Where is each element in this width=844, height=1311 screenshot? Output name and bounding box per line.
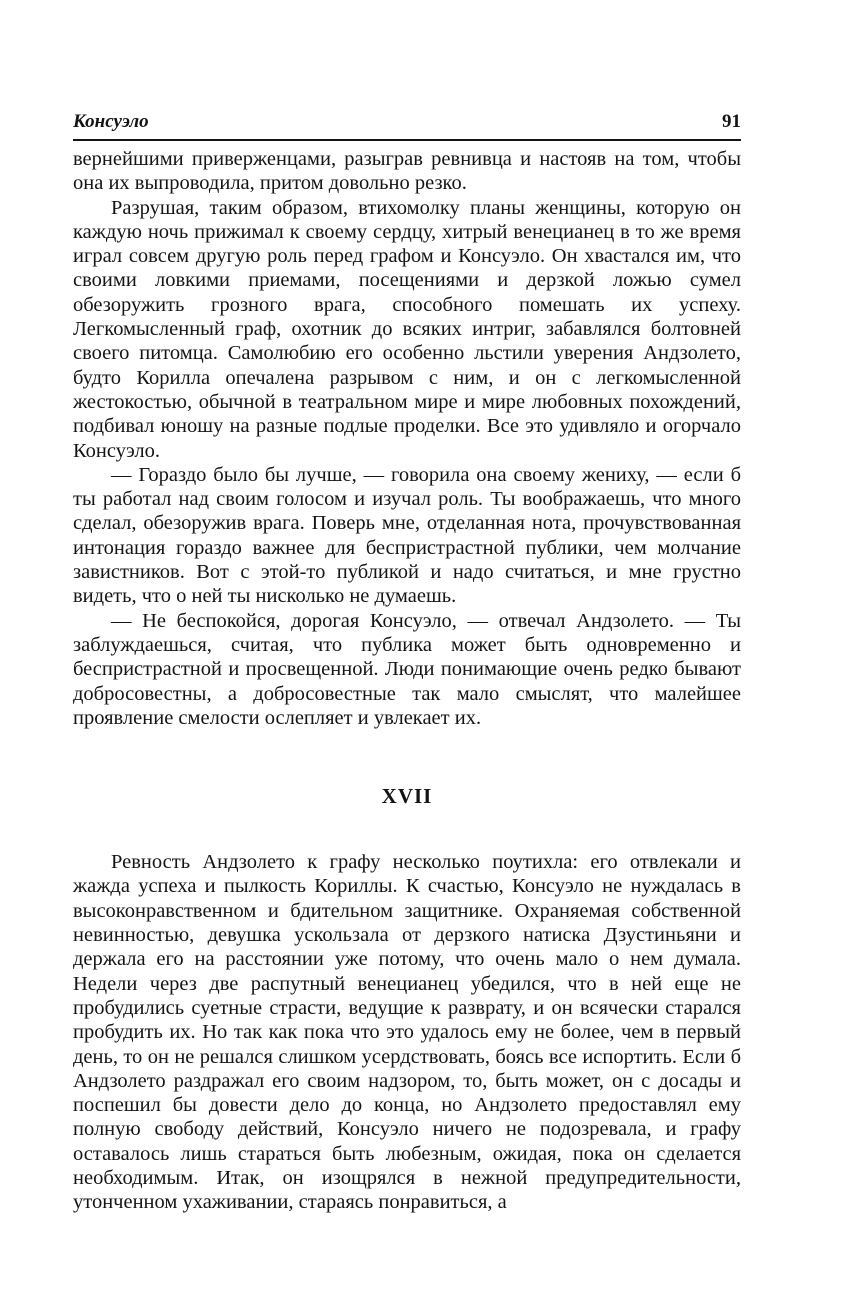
paragraph: Разрушая, таким образом, втихомолку планы женщины, которую он каждую ночь прижимал к своему сердцу, хитрый венецианец в то же время играл совсем другую роль перед графом и Консуэло. Он хвастался им, что своими ловкими приемами, посещениями и дерзкой ложью сумел обезоружить грозного врага, способного помешать их успеху. Легкомысленный граф, охотник до всяких интриг, забавлялся болтовней своего питомца. Самолюбию его особенно льстили уверения Андзолето, будто Корилла опечалена разрывом с ним, и он с легкомысленной жестокостью, обычной в театральном мире и мире любовных похождений, подбивал юношу на разные подлые проделки. Все это удивляло и огорчало Консуэло. xyxy=(73,196,741,462)
book-page xyxy=(73,108,741,1215)
paragraph: Ревность Андзолето к графу несколько поутихла: его отвлекали и жажда успеха и пылкость Кориллы. К счастью, Консуэло не нуждалась в высоконравственном и бдительном защитнике. Охраняемая собственной невинностью, девушка ускользала от дерзкого натиска Дзустиньяни и держала его на расстоянии уже потому, что очень мало о нем думала. Недели через две распутный венецианец убедился, что в ней еще не пробудились суетные страсти, ведущие к разврату, и он всячески старался пробудить их. Но так как пока что это удалось ему не более, чем в первый день, то он не решался слишком усердствовать, боясь все испортить. Если б Андзолето раздражал его своим надзором, то, быть может, он с досады и поспешил бы довести дело до конца, но Андзолето предоставлял ему полную свободу действий, Консуэло ничего не подозревала, и графу оставалось лишь стараться быть любезным, ожидая, пока он сделается необходимым. Итак, он изощрялся в нежной предупредительности, утонченном ухаживании, стараясь понравиться, а xyxy=(73,851,741,1214)
paragraph-dialogue: — Гораздо было бы лучше, — говорила она своему жениху, — если б ты работал над своим голосом и изучал роль. Ты воображаешь, что много сделал, обезоружив врага. Поверь мне, отделанная нота, прочувствованная интонация гораздо важнее для беспристрастной публики, чем молчание завистников. Вот с этой-то публикой и надо считаться, и мне грустно видеть, что о ней ты нисколько не думаешь. xyxy=(73,463,741,608)
chapter-heading: XVII xyxy=(381,784,433,809)
running-head xyxy=(73,108,741,141)
paragraph-continued: вернейшими приверженцами, разыграв ревнивца и настояв на том, чтобы она их выпроводила, притом довольно резко. xyxy=(73,148,741,195)
page-number: 91 xyxy=(722,111,741,132)
paragraph-dialogue: — Не беспокойся, дорогая Консуэло, — отвечал Андзолето. — Ты заблуждаешься, считая, что публика может быть одновременно и беспристрастной и просвещенной. Люди понимающие очень редко бывают добросовестны, а добросовестные так мало смыслят, что малейшее проявление смелости ослепляет и увлекает их. xyxy=(73,609,741,729)
body-text xyxy=(73,147,741,1215)
running-title: Консуэло xyxy=(73,111,149,132)
